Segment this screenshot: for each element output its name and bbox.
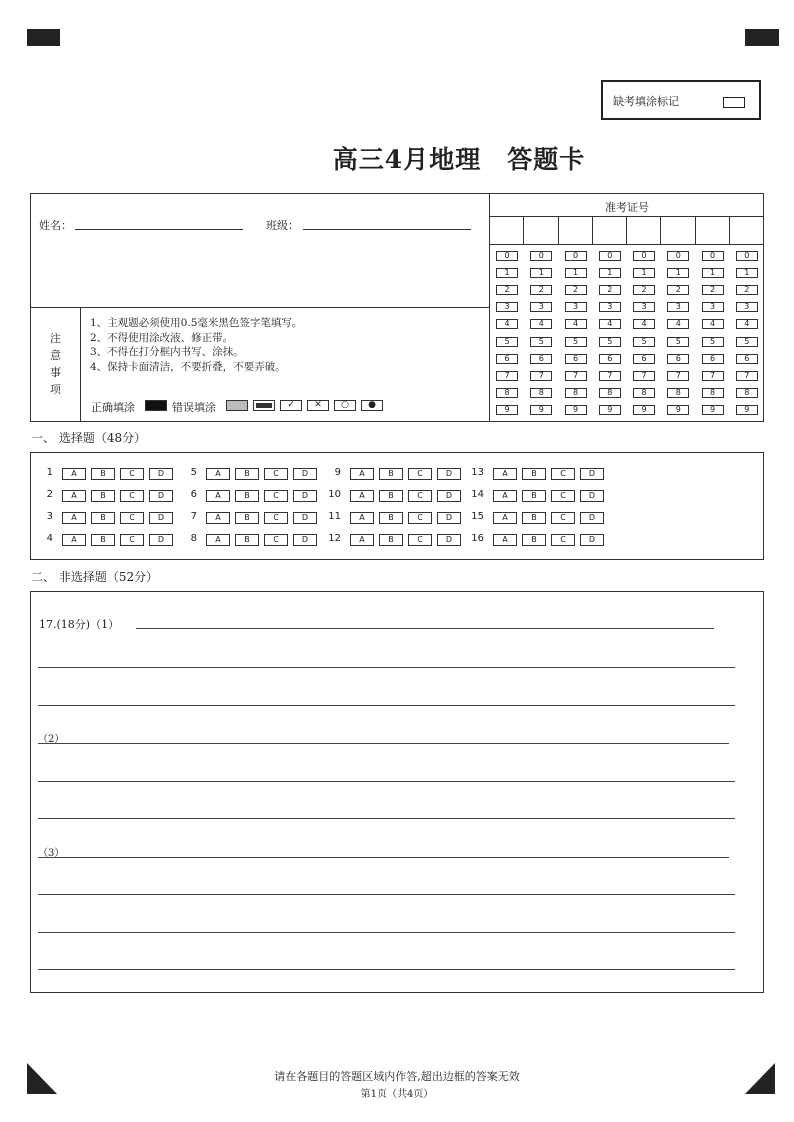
answer-line[interactable] (38, 932, 735, 933)
absent-mark-label: 缺考填涂标记 (613, 95, 679, 108)
admission-bubble[interactable]: 4 (530, 319, 552, 329)
admission-digit-cell[interactable] (559, 216, 593, 244)
admission-bubble[interactable]: 6 (633, 354, 655, 364)
option-bubble-b[interactable]: B (379, 534, 403, 546)
admission-bubble[interactable]: 3 (496, 302, 518, 312)
admission-bubble[interactable]: 8 (633, 388, 655, 398)
option-bubble-a[interactable]: A (206, 512, 230, 524)
option-bubble-b[interactable]: B (235, 468, 259, 480)
admission-bubble[interactable]: 1 (530, 268, 552, 278)
admission-bubble[interactable]: 9 (667, 405, 689, 415)
option-bubble-a[interactable]: A (62, 490, 86, 502)
question-number: 12 (328, 533, 341, 544)
admission-bubble[interactable]: 3 (736, 302, 758, 312)
option-bubble-d[interactable]: D (437, 468, 461, 480)
option-bubble-d[interactable]: D (437, 534, 461, 546)
admission-bubble[interactable]: 3 (702, 302, 724, 312)
admission-bubble[interactable]: 6 (565, 354, 587, 364)
admission-digit-cell[interactable] (490, 216, 524, 244)
admission-bubble[interactable]: 4 (736, 319, 758, 329)
option-bubble-b[interactable]: B (522, 468, 546, 480)
option-bubble-b[interactable]: B (91, 534, 115, 546)
admission-bubble[interactable]: 2 (667, 285, 689, 295)
admission-bubble[interactable]: 1 (702, 268, 724, 278)
wrong-fill-dot: ● (361, 400, 383, 411)
admission-bubble[interactable]: 0 (599, 251, 621, 261)
wrong-fill-partial (253, 400, 275, 411)
admission-bubble[interactable]: 7 (565, 371, 587, 381)
admission-bubble[interactable]: 7 (633, 371, 655, 381)
wrong-fill-label: 错误填涂 (172, 401, 216, 414)
admission-bubble[interactable]: 0 (530, 251, 552, 261)
question-number: 6 (190, 489, 197, 500)
admission-digit-cell[interactable] (696, 216, 730, 244)
option-bubble-c[interactable]: C (408, 512, 432, 524)
option-bubble-c[interactable]: C (551, 468, 575, 480)
option-bubble-c[interactable]: C (408, 534, 432, 546)
absent-mark-box (601, 80, 761, 120)
question-number: 3 (46, 511, 53, 522)
admission-bubble[interactable]: 0 (496, 251, 518, 261)
option-bubble-d[interactable]: D (437, 490, 461, 502)
option-bubble-b[interactable]: B (91, 512, 115, 524)
option-bubble-c[interactable]: C (551, 512, 575, 524)
admission-bubble[interactable]: 8 (599, 388, 621, 398)
option-bubble-a[interactable]: A (350, 512, 374, 524)
question-number: 11 (328, 511, 341, 522)
name-label: 姓名： (39, 219, 72, 232)
admission-bubble[interactable]: 5 (496, 337, 518, 347)
admission-bubble[interactable]: 2 (702, 285, 724, 295)
option-bubble-a[interactable]: A (206, 468, 230, 480)
question-number: 5 (190, 467, 197, 478)
option-bubble-c[interactable]: C (264, 468, 288, 480)
admission-bubble[interactable]: 3 (667, 302, 689, 312)
option-bubble-b[interactable]: B (522, 490, 546, 502)
admission-bubble[interactable]: 9 (530, 405, 552, 415)
page-title: 高三4月地理 答题卡 (332, 145, 586, 174)
option-bubble-a[interactable]: A (62, 534, 86, 546)
admission-bubble[interactable]: 1 (667, 268, 689, 278)
admission-bubble[interactable]: 4 (702, 319, 724, 329)
admission-bubble[interactable]: 8 (736, 388, 758, 398)
option-bubble-b[interactable]: B (235, 534, 259, 546)
class-label: 班级： (266, 219, 299, 232)
answer-line[interactable] (38, 743, 729, 744)
admission-bubble[interactable]: 7 (667, 371, 689, 381)
admission-bubble[interactable]: 8 (565, 388, 587, 398)
option-bubble-a[interactable]: A (206, 490, 230, 502)
option-bubble-c[interactable]: C (120, 468, 144, 480)
q17-answer-line[interactable] (136, 628, 714, 629)
option-bubble-b[interactable]: B (235, 490, 259, 502)
sub2-label: （2） (38, 734, 65, 745)
admission-bubble[interactable]: 7 (736, 371, 758, 381)
option-bubble-c[interactable]: C (120, 490, 144, 502)
notes-divider (30, 307, 490, 308)
question-number: 16 (471, 533, 484, 544)
admission-bubble[interactable]: 1 (736, 268, 758, 278)
admission-bubble[interactable]: 9 (565, 405, 587, 415)
option-bubble-d[interactable]: D (437, 512, 461, 524)
question-number: 9 (334, 467, 341, 478)
answer-line[interactable] (38, 781, 735, 782)
question-number: 2 (46, 489, 53, 500)
admission-bubble[interactable]: 3 (565, 302, 587, 312)
admission-bubble[interactable]: 6 (736, 354, 758, 364)
option-bubble-d[interactable]: D (149, 468, 173, 480)
question-number: 13 (471, 467, 484, 478)
option-bubble-b[interactable]: B (522, 534, 546, 546)
footer-page: 第1页（共4页） (360, 1089, 434, 1100)
admission-bubble[interactable]: 5 (565, 337, 587, 347)
admission-bubble[interactable]: 5 (667, 337, 689, 347)
admission-digit-cell[interactable] (524, 216, 558, 244)
admission-bubble[interactable]: 7 (530, 371, 552, 381)
notes-tag-char: 项 (50, 383, 61, 396)
option-bubble-c[interactable]: C (264, 490, 288, 502)
note-line: 4、保持卡面清洁，不要折叠，不要弄破。 (90, 360, 286, 373)
admission-divider-bottom (490, 244, 764, 245)
option-bubble-d[interactable]: D (293, 534, 317, 546)
option-bubble-c[interactable]: C (408, 468, 432, 480)
notes-tag-char: 注 (50, 332, 61, 345)
admission-bubble[interactable]: 2 (530, 285, 552, 295)
answer-line[interactable] (38, 818, 735, 819)
admission-digit-cell[interactable] (627, 216, 661, 244)
option-bubble-a[interactable]: A (493, 534, 517, 546)
option-bubble-b[interactable]: B (91, 490, 115, 502)
admission-bubble[interactable]: 7 (599, 371, 621, 381)
question-number: 14 (471, 489, 484, 500)
answer-line[interactable] (38, 857, 729, 858)
note-line: 1、主观题必须使用0.5毫米黑色签字笔填写。 (90, 317, 303, 329)
admission-bubble[interactable]: 9 (599, 405, 621, 415)
q17-label: 17.(18分)（1） (39, 618, 120, 631)
admission-bubble[interactable]: 7 (496, 371, 518, 381)
option-bubble-c[interactable]: C (120, 534, 144, 546)
option-bubble-c[interactable]: C (120, 512, 144, 524)
answer-line[interactable] (38, 667, 735, 668)
option-bubble-c[interactable]: C (408, 490, 432, 502)
option-bubble-d[interactable]: D (580, 468, 604, 480)
admission-bubble[interactable]: 6 (496, 354, 518, 364)
admission-bubble[interactable]: 6 (702, 354, 724, 364)
option-bubble-d[interactable]: D (580, 534, 604, 546)
admission-bubble[interactable]: 9 (496, 405, 518, 415)
option-bubble-a[interactable]: A (493, 468, 517, 480)
option-bubble-c[interactable]: C (551, 534, 575, 546)
note-line: 2、不得使用涂改液、修正带。 (90, 331, 234, 344)
admission-bubble[interactable]: 5 (633, 337, 655, 347)
admission-bubble[interactable]: 8 (702, 388, 724, 398)
admission-bubble[interactable]: 6 (667, 354, 689, 364)
option-bubble-a[interactable]: A (206, 534, 230, 546)
option-bubble-a[interactable]: A (350, 468, 374, 480)
admission-bubble[interactable]: 0 (667, 251, 689, 261)
admission-bubble[interactable]: 8 (667, 388, 689, 398)
admission-bubble[interactable]: 5 (599, 337, 621, 347)
option-bubble-b[interactable]: B (522, 512, 546, 524)
wrong-fill-check: ✓ (280, 400, 302, 411)
option-bubble-d[interactable]: D (149, 534, 173, 546)
admission-bubble[interactable]: 6 (599, 354, 621, 364)
name-field[interactable] (75, 229, 243, 230)
admission-bubble[interactable]: 0 (633, 251, 655, 261)
admission-bubble[interactable]: 8 (530, 388, 552, 398)
question-number: 15 (471, 511, 484, 522)
admission-bubble[interactable]: 2 (565, 285, 587, 295)
admission-bubble[interactable]: 3 (633, 302, 655, 312)
class-field[interactable] (303, 229, 471, 230)
admission-bubble[interactable]: 0 (565, 251, 587, 261)
top-right-mark (745, 29, 779, 46)
option-bubble-a[interactable]: A (493, 490, 517, 502)
admission-bubble[interactable]: 1 (565, 268, 587, 278)
admission-bubble[interactable]: 6 (530, 354, 552, 364)
admission-bubble[interactable]: 4 (496, 319, 518, 329)
admission-bubble[interactable]: 1 (599, 268, 621, 278)
answer-line[interactable] (38, 705, 735, 706)
admission-bubble[interactable]: 3 (530, 302, 552, 312)
option-bubble-c[interactable]: C (551, 490, 575, 502)
option-bubble-d[interactable]: D (149, 490, 173, 502)
option-bubble-a[interactable]: A (350, 490, 374, 502)
option-bubble-a[interactable]: A (493, 512, 517, 524)
correct-fill-label: 正确填涂 (91, 401, 135, 414)
admission-bubble[interactable]: 5 (736, 337, 758, 347)
question-number: 4 (46, 533, 53, 544)
admission-bubble[interactable]: 9 (702, 405, 724, 415)
notes-list (90, 316, 480, 374)
option-bubble-b[interactable]: B (379, 490, 403, 502)
admission-bubble[interactable]: 5 (702, 337, 724, 347)
wrong-fill-gray (226, 400, 248, 411)
admission-bubble[interactable]: 0 (702, 251, 724, 261)
admission-label: 准考证号 (605, 201, 649, 214)
admission-bubble[interactable]: 8 (496, 388, 518, 398)
admission-bubble[interactable]: 4 (599, 319, 621, 329)
notes-tag-char: 事 (50, 366, 61, 379)
answer-line[interactable] (38, 894, 735, 895)
option-bubble-c[interactable]: C (264, 512, 288, 524)
option-bubble-d[interactable]: D (580, 490, 604, 502)
admission-bubble[interactable]: 3 (599, 302, 621, 312)
admission-bubble[interactable]: 1 (633, 268, 655, 278)
admission-bubble[interactable]: 2 (599, 285, 621, 295)
admission-bubble[interactable]: 9 (633, 405, 655, 415)
admission-digit-cell[interactable] (661, 216, 695, 244)
note-line: 3、不得在打分框内书写、涂抹。 (90, 346, 244, 358)
footer-note: 请在各题目的答题区域内作答,超出边框的答案无效 (274, 1070, 520, 1083)
admission-bubble[interactable]: 0 (736, 251, 758, 261)
admission-bubble[interactable]: 2 (633, 285, 655, 295)
option-bubble-c[interactable]: C (264, 534, 288, 546)
option-bubble-d[interactable]: D (293, 512, 317, 524)
question-number: 7 (190, 511, 197, 522)
admission-bubble[interactable]: 7 (702, 371, 724, 381)
option-bubble-b[interactable]: B (379, 468, 403, 480)
admission-digit-cell[interactable] (593, 216, 627, 244)
option-bubble-d[interactable]: D (293, 468, 317, 480)
notes-tag-char: 意 (50, 349, 61, 362)
correct-fill-sample (145, 400, 167, 411)
answer-line[interactable] (38, 969, 735, 970)
admission-bubble[interactable]: 2 (736, 285, 758, 295)
admission-bubble[interactable]: 9 (736, 405, 758, 415)
section2-heading: 二、 非选择题（52分） (31, 570, 159, 584)
admission-bubble[interactable]: 5 (530, 337, 552, 347)
admission-bubble[interactable]: 4 (667, 319, 689, 329)
sub3-label: （3） (38, 848, 65, 859)
absent-mark-bubble[interactable] (723, 97, 745, 108)
admission-bubble[interactable]: 1 (496, 268, 518, 278)
option-bubble-a[interactable]: A (62, 512, 86, 524)
option-bubble-d[interactable]: D (580, 512, 604, 524)
option-bubble-d[interactable]: D (293, 490, 317, 502)
question-number: 1 (46, 467, 53, 478)
section1-heading: 一、 选择题（48分） (31, 431, 147, 445)
admission-bubble[interactable]: 4 (565, 319, 587, 329)
option-bubble-b[interactable]: B (379, 512, 403, 524)
option-bubble-b[interactable]: B (91, 468, 115, 480)
option-bubble-d[interactable]: D (149, 512, 173, 524)
top-left-mark (27, 29, 60, 46)
notes-tag (31, 308, 81, 421)
admission-bubble[interactable]: 2 (496, 285, 518, 295)
wrong-fill-circle: ○ (334, 400, 356, 411)
option-bubble-a[interactable]: A (350, 534, 374, 546)
question-number: 10 (328, 489, 341, 500)
question-number: 8 (190, 533, 197, 544)
option-bubble-b[interactable]: B (235, 512, 259, 524)
option-bubble-a[interactable]: A (62, 468, 86, 480)
admission-bubble[interactable]: 4 (633, 319, 655, 329)
wrong-fill-cross: ✕ (307, 400, 329, 411)
